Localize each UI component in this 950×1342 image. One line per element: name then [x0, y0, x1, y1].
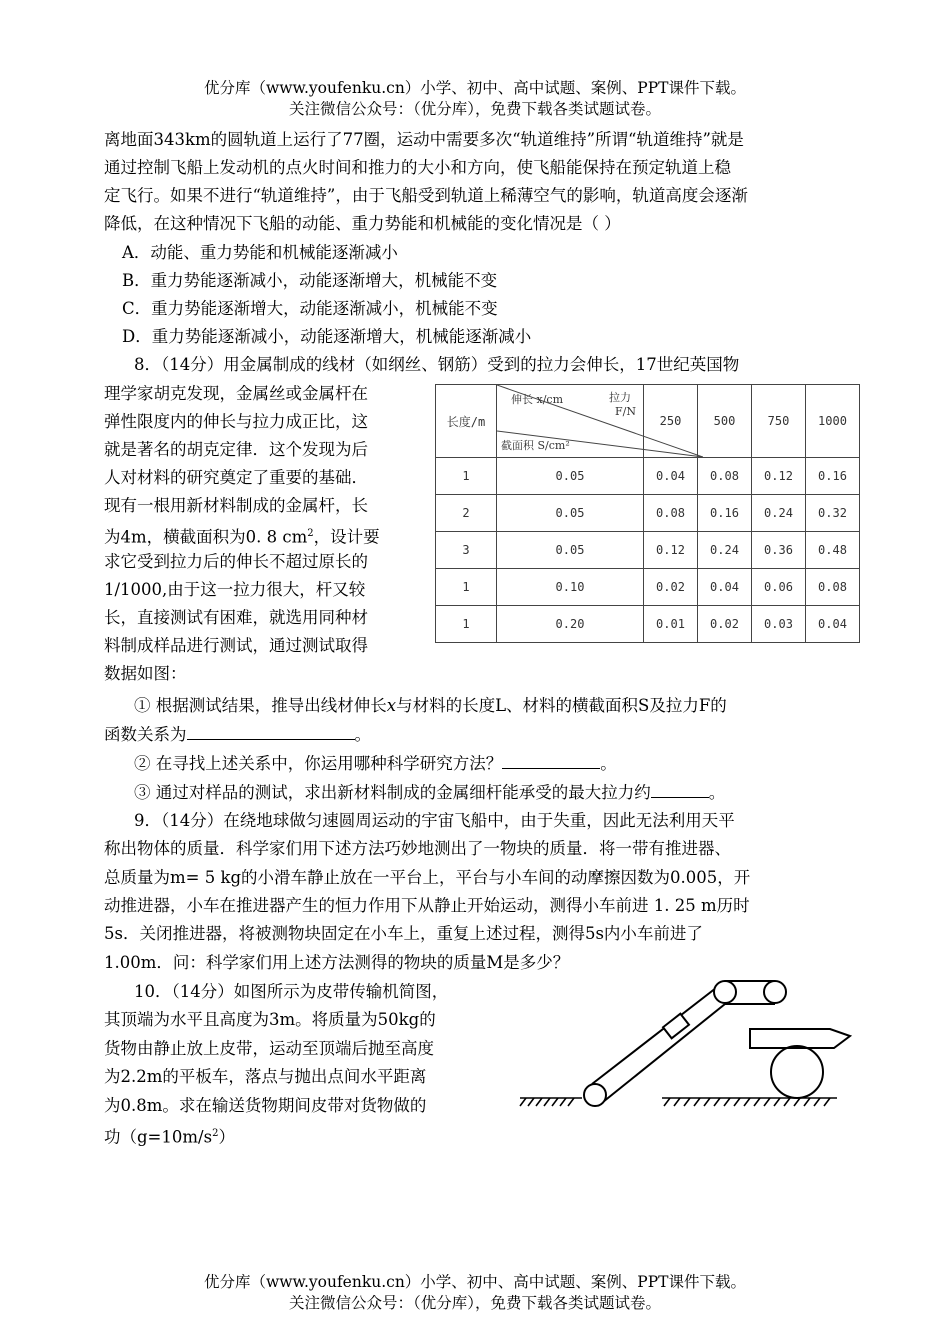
cell-elongation: 0.48 — [806, 532, 860, 569]
q7-line: 通过控制飞船上发动机的点火时间和推力的大小和方向，使飞船能保持在预定轨道上稳 — [104, 158, 731, 177]
cell-elongation: 0.04 — [806, 606, 860, 643]
page-header-line-2: 关注微信公众号：（优分库），免费下载各类试题试卷。 — [288, 100, 661, 118]
table-corner-header — [497, 385, 644, 458]
q8-sub2: ② 在寻找上述关系中，你运用哪种科学研究方法？ 。 — [134, 751, 617, 776]
table-corner-area: 截面积 S/cm² — [501, 439, 570, 452]
cell-elongation: 0.36 — [752, 532, 806, 569]
q8-side-line: 长，直接测试有困难，就选用同种材 — [104, 608, 368, 627]
cell-elongation: 0.02 — [698, 606, 752, 643]
q9-line: 5s．关闭推进器，将被测物块固定在小车上，重复上述过程，测得5s内小车前进了 — [104, 924, 703, 943]
cell-elongation: 0.08 — [806, 569, 860, 606]
cell-elongation: 0.24 — [698, 532, 752, 569]
cell-elongation: 0.06 — [752, 569, 806, 606]
cell-length: 1 — [436, 606, 497, 643]
table-force-500: 500 — [698, 385, 752, 458]
q7-line: 离地面343km的圆轨道上运行了77圈，运动中需要多次“轨道维持”所谓“轨道维持”就是 — [104, 130, 744, 149]
q9-line: 总质量为m= 5 kg的小滑车静止放在一平台上，平台与小车间的动摩擦因数为0.005，开 — [104, 868, 751, 887]
flatbed-cart — [750, 1029, 850, 1098]
cell-length: 1 — [436, 458, 497, 495]
cell-elongation: 0.04 — [698, 569, 752, 606]
cell-elongation: 0.12 — [644, 532, 698, 569]
q8-side-line: 就是著名的胡克定律．这个发现为后 — [104, 440, 368, 459]
q7-option-b: B．重力势能逐渐减小，动能逐渐增大，机械能不变 — [122, 271, 498, 290]
table-row — [436, 606, 860, 643]
cell-length: 1 — [436, 569, 497, 606]
cell-elongation: 0.16 — [698, 495, 752, 532]
q8-sub1-answer-line: 函数关系为 。 — [104, 722, 371, 747]
cell-elongation: 0.04 — [644, 458, 698, 495]
q10-line: 货物由静止放上皮带，运动至顶端后抛至高度 — [104, 1039, 434, 1058]
cell-elongation: 0.24 — [752, 495, 806, 532]
cell-elongation: 0.12 — [752, 458, 806, 495]
cell-area: 0.05 — [497, 495, 644, 532]
q8-side-line: 料制成样品进行测试，通过测试取得 — [104, 636, 368, 655]
table-force-250: 250 — [644, 385, 698, 458]
cell-elongation: 0.32 — [806, 495, 860, 532]
q8-side-line: 求它受到拉力后的伸长不超过原长的 — [104, 552, 368, 571]
table-row — [436, 532, 860, 569]
table-corner-elongation: 伸长 x/cm — [511, 393, 563, 406]
q10-line: 10．（14分）如图所示为皮带传输机简图， — [134, 982, 449, 1001]
cell-elongation: 0.01 — [644, 606, 698, 643]
cell-area: 0.20 — [497, 606, 644, 643]
cell-area: 0.10 — [497, 569, 644, 606]
q8-side-line: 数据如图： — [104, 664, 187, 683]
q8-side-line: 1/1000,由于这一拉力很大，杆又较 — [104, 580, 366, 599]
cell-elongation: 0.08 — [698, 458, 752, 495]
table-force-750: 750 — [752, 385, 806, 458]
q7-line: 降低，在这种情况下飞船的动能、重力势能和机械能的变化情况是（ ） — [104, 214, 621, 233]
q9-line: 动推进器，小车在推进器产生的恒力作用下从静止开始运动，测得小车前进 1. 25 m历时 — [104, 896, 750, 915]
table-row — [436, 569, 860, 606]
page-header-line-1: 优分库（www.youfenku.cn）小学、初中、高中试题、案例、PPT课件下载。 — [203, 79, 747, 97]
cell-length: 3 — [436, 532, 497, 569]
q8-side-line-area: 为4m，横截面积为0. 8 $cm^2$，设计要 — [104, 527, 380, 547]
q9-line: 称出物体的质量．科学家们用下述方法巧妙地测出了一物块的质量．将一带有推进器、 — [104, 839, 731, 858]
table-corner-length: 长度/m — [436, 385, 497, 458]
q7-option-a: A．动能、重力势能和机械能逐渐减小 — [122, 243, 398, 262]
q8-answer-blank-3[interactable] — [651, 780, 709, 798]
q7-option-c: C．重力势能逐渐增大，动能逐渐减小，机械能不变 — [122, 299, 498, 318]
q8-side-line: 现有一根用新材料制成的金属杆，长 — [104, 496, 368, 515]
table-force-1000: 1000 — [806, 385, 860, 458]
cell-elongation: 0.02 — [644, 569, 698, 606]
q7-option-d: D．重力势能逐渐减小，动能逐渐增大，机械能逐渐减小 — [122, 327, 532, 346]
cell-length: 2 — [436, 495, 497, 532]
q7-line: 定飞行。如果不进行“轨道维持”，由于飞船受到轨道上稀薄空气的影响，轨道高度会逐渐 — [104, 186, 748, 205]
cell-area: 0.05 — [497, 458, 644, 495]
cell-area: 0.05 — [497, 532, 644, 569]
q8-sub1: ① 根据测试结果，推导出线材伸长x与材料的长度L、材料的横截面积S及拉力F的 — [134, 696, 727, 715]
q8-side-line: 理学家胡克发现，金属丝或金属杆在 — [104, 384, 368, 403]
q10-line: 为2.2m的平板车，落点与抛出点间水平距离 — [104, 1067, 427, 1086]
q8-sub3: ③ 通过对样品的测试，求出新材料制成的金属细杆能承受的最大拉力约 。 — [134, 780, 725, 805]
table-row — [436, 458, 860, 495]
cell-elongation: 0.08 — [644, 495, 698, 532]
table-corner-force-a: 拉力 — [609, 391, 631, 404]
q9-line: 1.00m．问：科学家们用上述方法测得的物块的质量M是多少？ — [104, 953, 570, 972]
cell-elongation: 0.16 — [806, 458, 860, 495]
q10-line-last: 功$(g=10m/s^2)$ — [104, 1127, 235, 1147]
q8-first-line: 8．（14分）用金属制成的线材（如纲丝、钢筋）受到的拉力会伸长，17世纪英国物 — [134, 355, 740, 374]
page-footer-line-1: 优分库（www.youfenku.cn）小学、初中、高中试题、案例、PPT课件下载。 — [203, 1273, 747, 1291]
q10-line: 其顶端为水平且高度为3m。将质量为50kg的 — [104, 1010, 436, 1029]
q10-line: 为0.8m。求在输送货物期间皮带对货物做的 — [104, 1096, 427, 1115]
right-ground — [662, 1098, 837, 1106]
table-row — [436, 495, 860, 532]
q8-answer-blank-2[interactable] — [502, 751, 600, 769]
q8-side-line: 弹性限度内的伸长与拉力成正比，这 — [104, 412, 368, 431]
hooke-data-table — [435, 384, 860, 643]
q9-line: 9．（14分）在绕地球做匀速圆周运动的宇宙飞船中，由于失重，因此无法利用天平 — [134, 811, 735, 830]
cell-elongation: 0.03 — [752, 606, 806, 643]
q8-answer-blank-1[interactable] — [187, 722, 355, 740]
page-footer-line-2: 关注微信公众号：（优分库），免费下载各类试题试卷。 — [288, 1294, 661, 1312]
q8-side-line: 人对材料的研究奠定了重要的基础． — [104, 468, 368, 487]
belt-conveyor-diagram — [512, 975, 852, 1115]
table-corner-force-b: F/N — [615, 405, 636, 418]
left-ground — [520, 1098, 582, 1106]
